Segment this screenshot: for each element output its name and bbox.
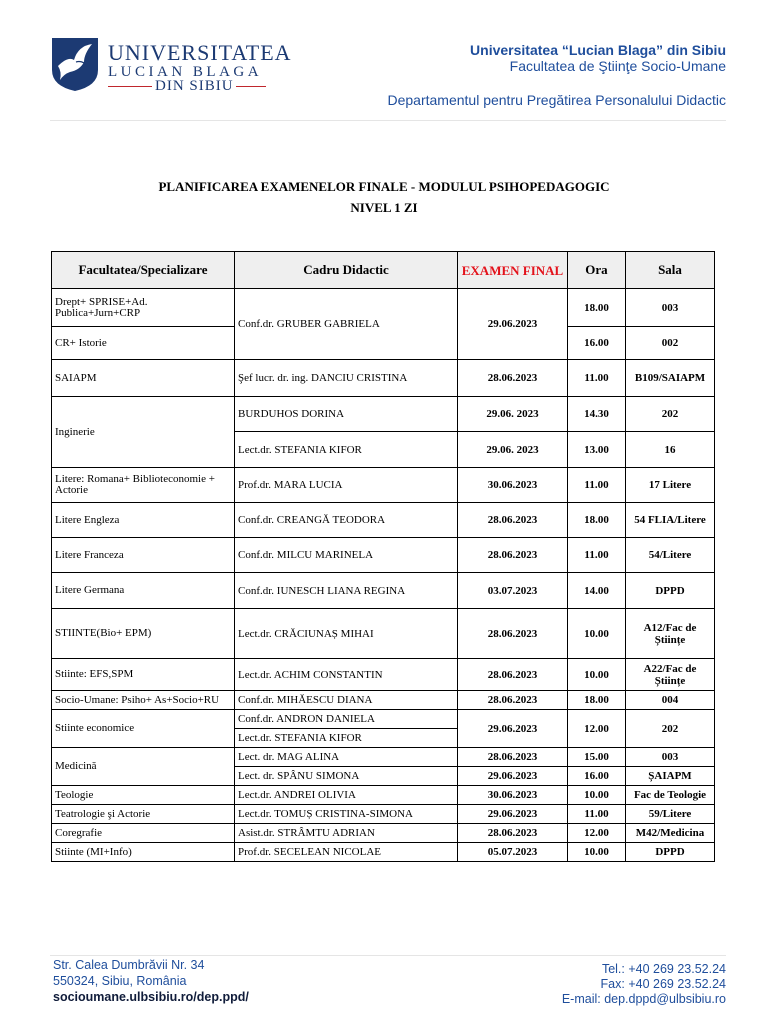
dove-emblem-icon	[50, 36, 100, 92]
logo-line-name: LUCIAN BLAGA	[108, 64, 263, 80]
cell-room: A12/Fac de Științe	[626, 609, 715, 659]
table-row	[52, 573, 715, 609]
table-header-row	[52, 252, 715, 289]
cell-teacher: Lect.dr. CRĂCIUNAȘ MIHAI	[235, 609, 458, 659]
column-header-teacher: Cadru Didactic	[235, 252, 458, 289]
cell-exam-date: 28.06.2023	[458, 609, 568, 659]
cell-faculty: Socio-Umane: Psiho+ As+Socio+RU	[52, 691, 235, 710]
header-divider	[50, 120, 726, 121]
cell-room: 004	[626, 691, 715, 710]
cell-teacher: Conf.dr. MILCU MARINELA	[235, 538, 458, 573]
cell-exam-date: 29.06.2023	[458, 710, 568, 748]
cell-time: 11.00	[568, 805, 626, 824]
cell-faculty: Medicină	[52, 748, 235, 786]
cell-time: 13.00	[568, 432, 626, 468]
table-row	[52, 710, 715, 729]
footer-address-city: 550324, Sibiu, România	[53, 974, 187, 988]
cell-exam-date: 28.06.2023	[458, 691, 568, 710]
cell-exam-date: 28.06.2023	[458, 360, 568, 397]
logo-line-university: UNIVERSITATEA	[108, 40, 292, 65]
cell-teacher: Conf.dr. GRUBER GABRIELA	[235, 289, 458, 360]
cell-time: 15.00	[568, 748, 626, 767]
cell-exam-date: 29.06.2023	[458, 289, 568, 360]
cell-exam-date: 29.06. 2023	[458, 397, 568, 432]
footer-divider	[50, 955, 726, 956]
table-row	[52, 805, 715, 824]
cell-faculty: CR+ Istorie	[52, 327, 235, 360]
cell-room: Fac de Teologie	[626, 786, 715, 805]
table-row	[52, 468, 715, 503]
column-header-exam: EXAMEN FINAL	[458, 252, 568, 289]
cell-time: 18.00	[568, 289, 626, 327]
cell-exam-date: 28.06.2023	[458, 824, 568, 843]
cell-faculty: Stiinte economice	[52, 710, 235, 748]
cell-faculty: STIINTE(Bio+ EPM)	[52, 609, 235, 659]
cell-time: 16.00	[568, 327, 626, 360]
cell-time: 11.00	[568, 468, 626, 503]
footer-email-link[interactable]: E-mail: dep.dppd@ulbsibiu.ro	[561, 992, 726, 1006]
table-row	[52, 843, 715, 862]
cell-time: 10.00	[568, 786, 626, 805]
cell-teacher: Lect.dr. STEFANIA KIFOR	[235, 432, 458, 468]
cell-faculty: Teologie	[52, 786, 235, 805]
cell-faculty: Litere: Romana+ Biblioteconomie + Actorie	[52, 468, 235, 503]
cell-exam-date: 29.06.2023	[458, 805, 568, 824]
cell-teacher: Lect.dr. ANDREI OLIVIA	[235, 786, 458, 805]
faculty-name: Facultatea de Ştiinţe Socio-Umane	[509, 58, 726, 74]
cell-time: 11.00	[568, 538, 626, 573]
cell-time: 10.00	[568, 659, 626, 691]
cell-room: 202	[626, 710, 715, 748]
column-header-room: Sala	[626, 252, 715, 289]
cell-teacher: Prof.dr. MARA LUCIA	[235, 468, 458, 503]
table-row	[52, 691, 715, 710]
exam-schedule-table	[51, 251, 715, 862]
cell-time: 14.00	[568, 573, 626, 609]
cell-teacher: Asist.dr. STRÂMTU ADRIAN	[235, 824, 458, 843]
cell-exam-date: 28.06.2023	[458, 538, 568, 573]
cell-exam-date: 28.06.2023	[458, 748, 568, 767]
cell-room: 002	[626, 327, 715, 360]
cell-exam-date: 30.06.2023	[458, 786, 568, 805]
cell-teacher: Şef lucr. dr. ing. DANCIU CRISTINA	[235, 360, 458, 397]
table-row	[52, 824, 715, 843]
cell-teacher: Lect.dr. TOMUȘ CRISTINA-SIMONA	[235, 805, 458, 824]
footer-phone: Tel.: +40 269 23.52.24	[601, 962, 726, 976]
page-title: PLANIFICAREA EXAMENELOR FINALE - MODULUL PSIHOPEDAGOGIC	[158, 179, 610, 194]
footer-fax: Fax: +40 269 23.52.24	[600, 977, 726, 991]
cell-exam-date: 28.06.2023	[458, 659, 568, 691]
logo-rule-right	[236, 86, 266, 87]
cell-teacher: Lect. dr. SPÂNU SIMONA	[235, 767, 458, 786]
cell-faculty: Litere Franceza	[52, 538, 235, 573]
cell-time: 10.00	[568, 609, 626, 659]
cell-faculty: Teatrologie şi Actorie	[52, 805, 235, 824]
cell-teacher: Conf.dr. CREANGĂ TEODORA	[235, 503, 458, 538]
cell-exam-date: 29.06.2023	[458, 767, 568, 786]
cell-exam-date: 30.06.2023	[458, 468, 568, 503]
cell-room: 16	[626, 432, 715, 468]
cell-time: 12.00	[568, 824, 626, 843]
cell-teacher: Lect.dr. STEFANIA KIFOR	[235, 729, 458, 748]
cell-room: DPPD	[626, 573, 715, 609]
cell-faculty: Stiinte: EFS,SPM	[52, 659, 235, 691]
cell-faculty: Inginerie	[52, 397, 235, 468]
cell-time: 14.30	[568, 397, 626, 432]
cell-faculty: Litere Germana	[52, 573, 235, 609]
cell-room: 003	[626, 748, 715, 767]
cell-room: A22/Fac de Științe	[626, 659, 715, 691]
footer-website-link[interactable]: socioumane.ulbsibiu.ro/dep.ppd/	[53, 990, 249, 1004]
table-row	[52, 748, 715, 767]
cell-teacher: Prof.dr. SECELEAN NICOLAE	[235, 843, 458, 862]
column-header-faculty: Facultatea/Specializare	[52, 252, 235, 289]
table-row	[52, 786, 715, 805]
cell-room: B109/SAIAPM	[626, 360, 715, 397]
page-subtitle: NIVEL 1 ZI	[350, 200, 418, 215]
logo-line-city: DIN SIBIU	[155, 78, 234, 94]
cell-time: 18.00	[568, 691, 626, 710]
column-header-time: Ora	[568, 252, 626, 289]
table-row	[52, 659, 715, 691]
cell-exam-date: 29.06. 2023	[458, 432, 568, 468]
cell-time: 11.00	[568, 360, 626, 397]
cell-room: 54 FLIA/Litere	[626, 503, 715, 538]
cell-room: DPPD	[626, 843, 715, 862]
cell-room: 17 Litere	[626, 468, 715, 503]
cell-exam-date: 05.07.2023	[458, 843, 568, 862]
cell-room: 202	[626, 397, 715, 432]
logo-rule-left	[108, 86, 152, 87]
cell-room: 54/Litere	[626, 538, 715, 573]
table-row	[52, 538, 715, 573]
table-row	[52, 289, 715, 327]
cell-faculty: Coregrafie	[52, 824, 235, 843]
table-row	[52, 609, 715, 659]
table-row	[52, 360, 715, 397]
cell-teacher: Lect. dr. MAG ALINA	[235, 748, 458, 767]
cell-room: M42/Medicina	[626, 824, 715, 843]
table-row	[52, 503, 715, 538]
footer-address-street: Str. Calea Dumbrăvii Nr. 34	[53, 958, 205, 972]
cell-room: ȘAIAPM	[626, 767, 715, 786]
cell-teacher: Conf.dr. ANDRON DANIELA	[235, 710, 458, 729]
department-name: Departamentul pentru Pregătirea Personalului Didactic	[387, 92, 726, 108]
table-row	[52, 397, 715, 432]
cell-teacher: Lect.dr. ACHIM CONSTANTIN	[235, 659, 458, 691]
university-logo	[50, 36, 292, 96]
cell-room: 003	[626, 289, 715, 327]
cell-exam-date: 28.06.2023	[458, 503, 568, 538]
cell-room: 59/Litere	[626, 805, 715, 824]
cell-faculty: Stiinte (MI+Info)	[52, 843, 235, 862]
university-name: Universitatea “Lucian Blaga” din Sibiu	[470, 42, 726, 58]
cell-exam-date: 03.07.2023	[458, 573, 568, 609]
cell-teacher: BURDUHOS DORINA	[235, 397, 458, 432]
cell-time: 12.00	[568, 710, 626, 748]
cell-teacher: Conf.dr. MIHĂESCU DIANA	[235, 691, 458, 710]
cell-time: 18.00	[568, 503, 626, 538]
cell-faculty: Drept+ SPRISE+Ad. Publica+Jurn+CRP	[52, 289, 235, 327]
cell-faculty: Litere Engleza	[52, 503, 235, 538]
cell-teacher: Conf.dr. IUNESCH LIANA REGINA	[235, 573, 458, 609]
cell-time: 10.00	[568, 843, 626, 862]
cell-time: 16.00	[568, 767, 626, 786]
cell-faculty: SAIAPM	[52, 360, 235, 397]
